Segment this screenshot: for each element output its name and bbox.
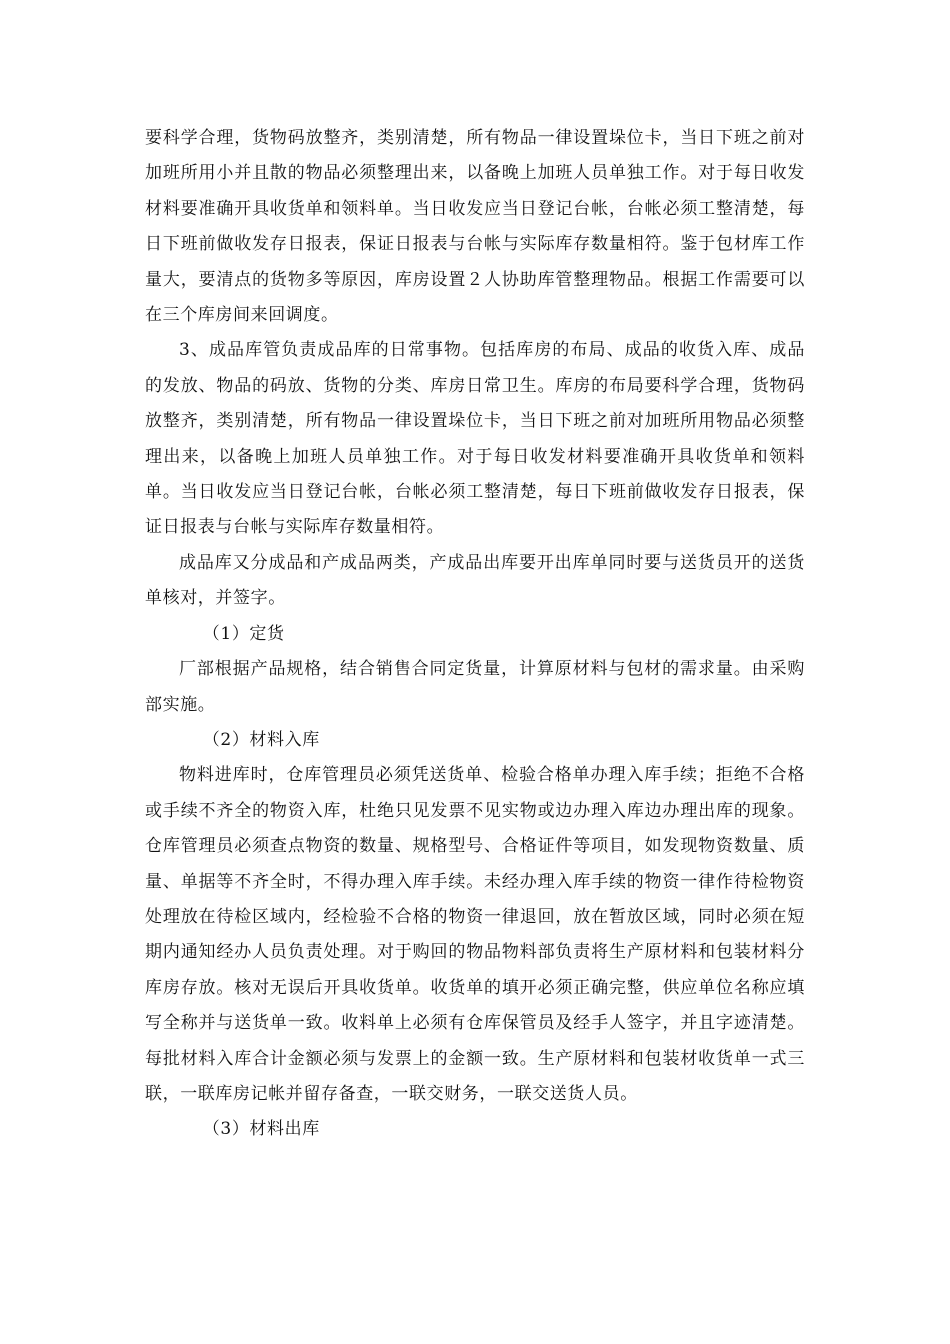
paragraph-material-inbound: 物料进库时，仓库管理员必须凭送货单、检验合格单办理入库手续；拒绝不合格或手续不齐全的物资入库，杜绝只见发票不见实物或边办理入库边办理出库的现象。仓库管理员必须查点物资的数量、规格型号、合格证件等项目，如发现物资数量、质量、单据等不齐全时，不得办理入库手续。未经办理入库手续的物资一律作待检物资处理放在待检区域内，经检验不合格的物资一律退回，放在暂放区域，同时必须在短期内通知经办人员负责处理。对于购回的物品物料部负责将生产原材料和包装材料分库房存放。核对无误后开具收货单。收货单的填开必须正确完整，供应单位名称应填写全称并与送货单一致。收料单上必须有仓库保管员及经手人签字，并且字迹清楚。每批材料入库合计金额必须与发票上的金额一致。生产原材料和包装材收货单一式三联，一联库房记帐并留存备查，一联交财务，一联交送货人员。 xyxy=(145,765,805,1104)
paragraph-ordering: 厂部根据产品规格，结合销售合同定货量，计算原材料与包材的需求量。由采购部实施。 xyxy=(145,659,805,715)
paragraph-finished-goods-duties: 3、成品库管负责成品库的日常事物。包括库房的布局、成品的收货入库、成品的发放、物品的码放、货物的分类、库房日常卫生。库房的布局要科学合理，货物码放整齐，类别清楚，所有物品一律设置垛位卡，当日下班之前对加班所用物品必须整理出来，以备晚上加班人员单独工作。对于每日收发材料要准确开具收货单和领料单。当日收发应当日登记台帐，台帐必须工整清楚，每日下班前做收发存日报表，保证日报表与台帐与实际库存数量相符。 xyxy=(145,340,805,538)
section-heading-material-inbound: （2）材料入库 xyxy=(202,729,320,750)
section-heading-ordering: （1）定货 xyxy=(202,623,285,644)
paragraph-continued: 要科学合理，货物码放整齐，类别清楚，所有物品一律设置垛位卡，当日下班之前对加班所用小并且散的物品必须整理出来，以备晚上加班人员单独工作。对于每日收发材料要准确开具收货单和领料单。当日收发应当日登记台帐，台帐必须工整清楚，每日下班前做收发存日报表，保证日报表与台帐与实际库存数量相符。鉴于包材库工作量大，要清点的货物多等原因，库房设置２人协助库管整理物品。根据工作需要可以在三个库房间来回调度。 xyxy=(145,128,805,326)
paragraph-finished-goods-types: 成品库又分成品和产成品两类，产成品出库要开出库单同时要与送货员开的送货单核对，并签字。 xyxy=(145,552,805,609)
section-heading-material-outbound: （3）材料出库 xyxy=(202,1119,320,1140)
document-body xyxy=(145,121,805,1148)
